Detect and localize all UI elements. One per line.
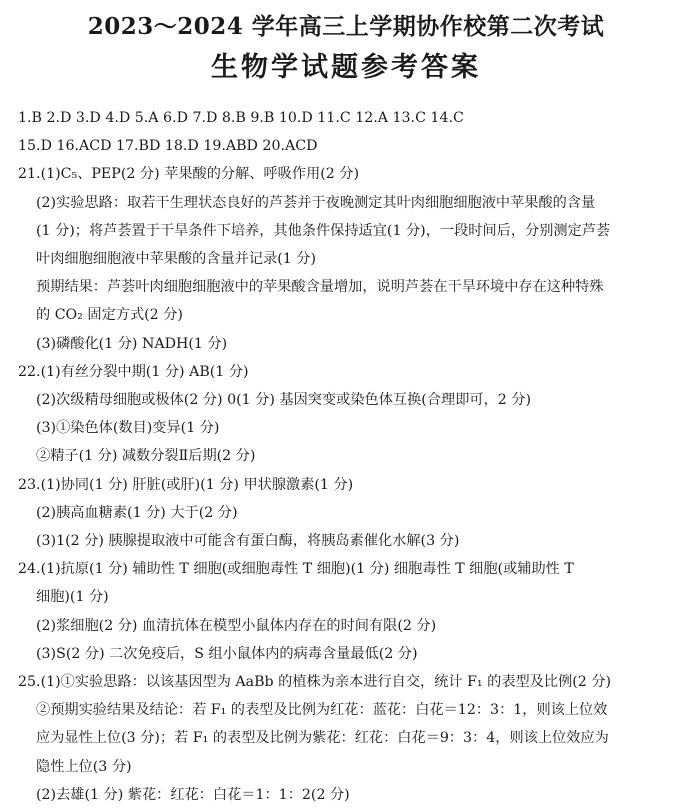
answer-line: (3)S(2 分) 二次免疫后，S 组小鼠体内的病毒含量最低(2 分)	[36, 645, 418, 662]
answer-line: (2)次级精母细胞或极体(2 分) 0(1 分) 基因突变或染色体互换(合理即可，2 分)	[36, 392, 532, 409]
question-21-answer	[18, 160, 674, 357]
answer-line: 21.(1)C₅、PEP(2 分) 苹果酸的分解、呼吸作用(2 分)	[18, 166, 359, 183]
answer-line: 隐性上位(3 分)	[36, 758, 132, 775]
answer-line: (2)实验思路：取若干生理状态良好的芦荟并于夜晚测定其叶肉细胞细胞液中苹果酸的含量	[36, 194, 596, 211]
answer-line: (2)浆细胞(2 分) 血清抗体在模型小鼠体内存在的时间有限(2 分)	[36, 617, 437, 634]
answer-line: 应为显性上位(3 分)；若 F₁ 的表型及比例为紫花：红花：白花＝9：3：4，则该上位效应为	[36, 730, 609, 747]
choice-answers-line-2: 15.D 16.ACD 17.BD 18.D 19.ABD 20.ACD	[18, 138, 318, 155]
answer-line: 细胞)(1 分)	[36, 589, 109, 606]
answer-line: (3)①染色体(数目)变异(1 分)	[36, 420, 220, 437]
exam-title: 2023～2024 学年高三上学期协作校第二次考试	[87, 13, 605, 40]
question-24-answer	[18, 555, 674, 668]
answer-line: (2)去雄(1 分) 紫花：红花：白花＝1：1：2(2 分)	[36, 786, 350, 803]
answer-line: (2)胰高血糖素(1 分) 大于(2 分)	[36, 504, 238, 521]
question-23-answer	[18, 471, 674, 556]
answer-line: ②预期实验结果及结论：若 F₁ 的表型及比例为红花：蓝花：白花＝12：3：1，则该上位效	[36, 702, 608, 719]
answer-line: (1 分)；将芦荟置于干旱条件下培养，其他条件保持适宜(1 分)，一段时间后，分别测定芦荟	[36, 222, 611, 239]
document-subtitle: 生物学试题参考答案	[211, 52, 481, 83]
answer-line: (3)磷酸化(1 分) NADH(1 分)	[36, 335, 228, 352]
question-25-answer	[18, 668, 674, 809]
answer-line: 预期结果：芦荟叶肉细胞细胞液中的苹果酸含量增加，说明芦荟在干旱环境中存在这种特殊	[36, 279, 604, 296]
answer-line: 22.(1)有丝分裂中期(1 分) AB(1 分)	[18, 363, 249, 380]
choice-answers-line-1: 1.B 2.D 3.D 4.D 5.A 6.D 7.D 8.B 9.B 10.D 11.C 12.A 13.C 14.C	[18, 110, 464, 126]
answer-line: 25.(1)①实验思路：以该基因型为 AaBb 的植株为亲本进行自交，统计 F₁ 的表型及比例(2 分)	[18, 674, 612, 691]
question-22-answer	[18, 358, 674, 471]
answer-line: 的 CO₂ 固定方式(2 分)	[36, 307, 183, 324]
answer-line: ②精子(1 分) 减数分裂Ⅱ后期(2 分)	[36, 448, 256, 465]
answer-line: 叶肉细胞细胞液中苹果酸的含量并记录(1 分)	[36, 251, 316, 268]
answer-line: 24.(1)抗原(1 分) 辅助性 T 细胞(或细胞毒性 T 细胞)(1 分) 细胞毒性 T 细胞(或辅助性 T	[18, 561, 574, 578]
answer-content	[18, 104, 674, 809]
answer-line: (3)1(2 分) 胰腺提取液中可能含有蛋白酶，将胰岛素催化水解(3 分)	[36, 533, 460, 550]
answer-line: 23.(1)协同(1 分) 肝脏(或肝)(1 分) 甲状腺激素(1 分)	[18, 476, 354, 493]
